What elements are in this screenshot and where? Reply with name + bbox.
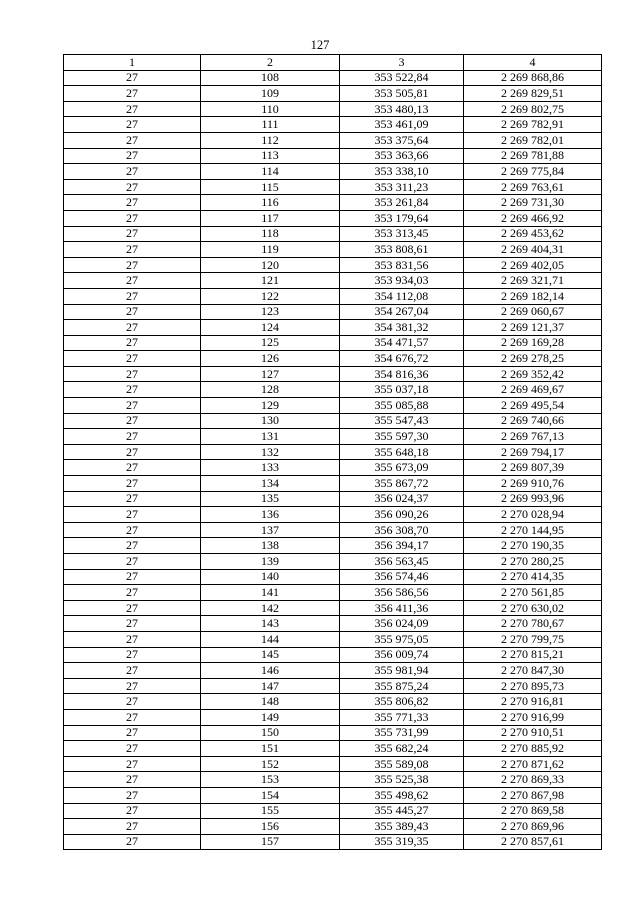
table-row [64, 756, 602, 772]
table-row [64, 725, 602, 741]
cell-point-number: 151 [201, 741, 340, 757]
cell-zone: 27 [64, 320, 201, 336]
cell-coordinate-y: 2 270 190,35 [464, 538, 602, 554]
table-row [64, 834, 602, 850]
cell-point-number: 145 [201, 647, 340, 663]
cell-zone: 27 [64, 398, 201, 414]
cell-zone: 27 [64, 522, 201, 538]
cell-coordinate-y: 2 269 278,25 [464, 351, 602, 367]
table-row [64, 803, 602, 819]
table-row [64, 554, 602, 570]
cell-coordinate-y: 2 269 868,86 [464, 70, 602, 86]
cell-coordinate-y: 2 269 910,76 [464, 476, 602, 492]
cell-zone: 27 [64, 382, 201, 398]
table-row [64, 257, 602, 273]
cell-coordinate-x: 356 090,26 [340, 507, 464, 523]
cell-coordinate-y: 2 269 829,51 [464, 86, 602, 102]
table-row [64, 70, 602, 86]
cell-point-number: 144 [201, 631, 340, 647]
cell-zone: 27 [64, 164, 201, 180]
cell-point-number: 138 [201, 538, 340, 554]
cell-coordinate-y: 2 269 466,92 [464, 210, 602, 226]
cell-coordinate-x: 356 024,37 [340, 491, 464, 507]
table-row [64, 351, 602, 367]
cell-coordinate-x: 353 808,61 [340, 242, 464, 258]
cell-coordinate-x: 356 024,09 [340, 616, 464, 632]
cell-coordinate-y: 2 270 910,51 [464, 725, 602, 741]
table-row [64, 538, 602, 554]
cell-zone: 27 [64, 242, 201, 258]
cell-coordinate-x: 356 308,70 [340, 522, 464, 538]
cell-zone: 27 [64, 101, 201, 117]
table-row [64, 444, 602, 460]
cell-point-number: 121 [201, 273, 340, 289]
cell-coordinate-y: 2 270 869,58 [464, 803, 602, 819]
cell-point-number: 129 [201, 398, 340, 414]
cell-zone: 27 [64, 569, 201, 585]
cell-point-number: 152 [201, 756, 340, 772]
cell-zone: 27 [64, 834, 201, 850]
cell-coordinate-x: 355 806,82 [340, 694, 464, 710]
cell-coordinate-x: 355 389,43 [340, 819, 464, 835]
table-row [64, 195, 602, 211]
cell-coordinate-y: 2 270 815,21 [464, 647, 602, 663]
table-row [64, 273, 602, 289]
cell-point-number: 153 [201, 772, 340, 788]
cell-coordinate-x: 353 313,45 [340, 226, 464, 242]
table-row [64, 787, 602, 803]
cell-zone: 27 [64, 148, 201, 164]
cell-coordinate-y: 2 269 731,30 [464, 195, 602, 211]
table-row [64, 210, 602, 226]
cell-coordinate-y: 2 270 867,98 [464, 787, 602, 803]
cell-coordinate-x: 355 673,09 [340, 460, 464, 476]
cell-point-number: 110 [201, 101, 340, 117]
cell-coordinate-y: 2 269 169,28 [464, 335, 602, 351]
cell-zone: 27 [64, 678, 201, 694]
table-row [64, 413, 602, 429]
cell-point-number: 157 [201, 834, 340, 850]
cell-coordinate-y: 2 270 916,99 [464, 709, 602, 725]
cell-zone: 27 [64, 210, 201, 226]
cell-coordinate-y: 2 270 847,30 [464, 663, 602, 679]
cell-point-number: 142 [201, 600, 340, 616]
table-row [64, 663, 602, 679]
cell-coordinate-x: 356 563,45 [340, 554, 464, 570]
cell-coordinate-y: 2 270 780,67 [464, 616, 602, 632]
cell-coordinate-y: 2 270 414,35 [464, 569, 602, 585]
cell-coordinate-y: 2 270 799,75 [464, 631, 602, 647]
cell-zone: 27 [64, 366, 201, 382]
table-row [64, 366, 602, 382]
cell-point-number: 136 [201, 507, 340, 523]
cell-coordinate-y: 2 270 144,95 [464, 522, 602, 538]
cell-coordinate-x: 355 525,38 [340, 772, 464, 788]
coordinates-table [63, 54, 602, 850]
cell-point-number: 146 [201, 663, 340, 679]
cell-coordinate-y: 2 270 895,73 [464, 678, 602, 694]
table-row [64, 616, 602, 632]
cell-coordinate-x: 353 375,64 [340, 132, 464, 148]
cell-point-number: 127 [201, 366, 340, 382]
cell-zone: 27 [64, 694, 201, 710]
cell-coordinate-x: 355 975,05 [340, 631, 464, 647]
cell-coordinate-x: 355 547,43 [340, 413, 464, 429]
cell-coordinate-x: 355 867,72 [340, 476, 464, 492]
cell-zone: 27 [64, 117, 201, 133]
cell-coordinate-x: 355 731,99 [340, 725, 464, 741]
cell-coordinate-y: 2 269 763,61 [464, 179, 602, 195]
cell-zone: 27 [64, 179, 201, 195]
table-row [64, 631, 602, 647]
cell-zone: 27 [64, 195, 201, 211]
cell-coordinate-x: 353 363,66 [340, 148, 464, 164]
table-row [64, 585, 602, 601]
table-row [64, 164, 602, 180]
cell-point-number: 123 [201, 304, 340, 320]
cell-zone: 27 [64, 554, 201, 570]
cell-coordinate-y: 2 269 794,17 [464, 444, 602, 460]
cell-zone: 27 [64, 631, 201, 647]
cell-coordinate-x: 355 648,18 [340, 444, 464, 460]
cell-zone: 27 [64, 616, 201, 632]
cell-coordinate-y: 2 270 916,81 [464, 694, 602, 710]
cell-point-number: 148 [201, 694, 340, 710]
table-row [64, 460, 602, 476]
cell-point-number: 124 [201, 320, 340, 336]
cell-coordinate-y: 2 269 993,96 [464, 491, 602, 507]
table-row [64, 179, 602, 195]
cell-coordinate-x: 355 875,24 [340, 678, 464, 694]
table-row [64, 507, 602, 523]
cell-coordinate-x: 353 522,84 [340, 70, 464, 86]
cell-coordinate-x: 353 480,13 [340, 101, 464, 117]
cell-coordinate-y: 2 270 857,61 [464, 834, 602, 850]
table-row [64, 288, 602, 304]
cell-point-number: 108 [201, 70, 340, 86]
cell-zone: 27 [64, 647, 201, 663]
cell-coordinate-x: 355 319,35 [340, 834, 464, 850]
cell-point-number: 149 [201, 709, 340, 725]
table-row [64, 242, 602, 258]
cell-coordinate-y: 2 269 402,05 [464, 257, 602, 273]
cell-coordinate-x: 354 816,36 [340, 366, 464, 382]
cell-point-number: 115 [201, 179, 340, 195]
cell-coordinate-y: 2 269 775,84 [464, 164, 602, 180]
page-number: 127 [310, 38, 330, 52]
cell-point-number: 134 [201, 476, 340, 492]
cell-point-number: 112 [201, 132, 340, 148]
table-row [64, 86, 602, 102]
cell-coordinate-x: 355 682,24 [340, 741, 464, 757]
cell-coordinate-y: 2 269 182,14 [464, 288, 602, 304]
cell-point-number: 113 [201, 148, 340, 164]
cell-coordinate-x: 356 574,46 [340, 569, 464, 585]
cell-zone: 27 [64, 725, 201, 741]
table-header-row [64, 55, 602, 71]
cell-point-number: 133 [201, 460, 340, 476]
cell-point-number: 137 [201, 522, 340, 538]
cell-coordinate-y: 2 270 280,25 [464, 554, 602, 570]
cell-coordinate-y: 2 270 028,94 [464, 507, 602, 523]
table-row [64, 647, 602, 663]
cell-point-number: 109 [201, 86, 340, 102]
cell-zone: 27 [64, 663, 201, 679]
cell-coordinate-x: 354 267,04 [340, 304, 464, 320]
cell-zone: 27 [64, 132, 201, 148]
cell-coordinate-x: 353 261,84 [340, 195, 464, 211]
cell-point-number: 132 [201, 444, 340, 460]
cell-point-number: 120 [201, 257, 340, 273]
cell-coordinate-y: 2 270 885,92 [464, 741, 602, 757]
table-row [64, 382, 602, 398]
table-row [64, 569, 602, 585]
cell-coordinate-x: 356 394,17 [340, 538, 464, 554]
cell-point-number: 128 [201, 382, 340, 398]
cell-zone: 27 [64, 288, 201, 304]
cell-coordinate-y: 2 269 781,88 [464, 148, 602, 164]
cell-point-number: 131 [201, 429, 340, 445]
cell-zone: 27 [64, 507, 201, 523]
cell-coordinate-x: 354 471,57 [340, 335, 464, 351]
table-row [64, 226, 602, 242]
cell-zone: 27 [64, 585, 201, 601]
cell-coordinate-y: 2 269 767,13 [464, 429, 602, 445]
cell-coordinate-x: 356 411,36 [340, 600, 464, 616]
table-row [64, 600, 602, 616]
cell-coordinate-y: 2 269 802,75 [464, 101, 602, 117]
cell-coordinate-x: 355 037,18 [340, 382, 464, 398]
cell-zone: 27 [64, 273, 201, 289]
cell-coordinate-y: 2 269 782,91 [464, 117, 602, 133]
cell-coordinate-x: 354 676,72 [340, 351, 464, 367]
cell-zone: 27 [64, 304, 201, 320]
column-header: 2 [201, 55, 340, 71]
cell-point-number: 139 [201, 554, 340, 570]
cell-zone: 27 [64, 70, 201, 86]
table-row [64, 694, 602, 710]
cell-coordinate-x: 353 179,64 [340, 210, 464, 226]
cell-coordinate-x: 353 831,56 [340, 257, 464, 273]
cell-coordinate-y: 2 269 469,67 [464, 382, 602, 398]
cell-coordinate-x: 355 597,30 [340, 429, 464, 445]
table-row [64, 304, 602, 320]
cell-zone: 27 [64, 819, 201, 835]
cell-point-number: 141 [201, 585, 340, 601]
cell-zone: 27 [64, 429, 201, 445]
cell-coordinate-x: 356 586,56 [340, 585, 464, 601]
cell-point-number: 156 [201, 819, 340, 835]
cell-coordinate-x: 355 771,33 [340, 709, 464, 725]
cell-coordinate-y: 2 269 782,01 [464, 132, 602, 148]
column-header: 3 [340, 55, 464, 71]
cell-point-number: 147 [201, 678, 340, 694]
cell-zone: 27 [64, 257, 201, 273]
cell-coordinate-x: 355 085,88 [340, 398, 464, 414]
cell-coordinate-x: 353 505,81 [340, 86, 464, 102]
table-row [64, 491, 602, 507]
cell-zone: 27 [64, 803, 201, 819]
cell-coordinate-x: 354 381,32 [340, 320, 464, 336]
table-row [64, 320, 602, 336]
cell-point-number: 126 [201, 351, 340, 367]
cell-zone: 27 [64, 787, 201, 803]
cell-coordinate-y: 2 269 321,71 [464, 273, 602, 289]
cell-point-number: 114 [201, 164, 340, 180]
cell-point-number: 117 [201, 210, 340, 226]
cell-coordinate-y: 2 269 121,37 [464, 320, 602, 336]
table-row [64, 678, 602, 694]
cell-zone: 27 [64, 460, 201, 476]
table-row [64, 476, 602, 492]
cell-coordinate-x: 354 112,08 [340, 288, 464, 304]
cell-point-number: 130 [201, 413, 340, 429]
cell-zone: 27 [64, 335, 201, 351]
cell-point-number: 119 [201, 242, 340, 258]
table-row [64, 132, 602, 148]
cell-coordinate-y: 2 269 740,66 [464, 413, 602, 429]
cell-point-number: 143 [201, 616, 340, 632]
cell-point-number: 155 [201, 803, 340, 819]
cell-point-number: 135 [201, 491, 340, 507]
cell-zone: 27 [64, 226, 201, 242]
cell-coordinate-x: 353 934,03 [340, 273, 464, 289]
cell-coordinate-y: 2 269 495,54 [464, 398, 602, 414]
cell-coordinate-y: 2 269 807,39 [464, 460, 602, 476]
table-row [64, 148, 602, 164]
cell-coordinate-y: 2 270 869,96 [464, 819, 602, 835]
cell-coordinate-x: 355 445,27 [340, 803, 464, 819]
column-header: 1 [64, 55, 201, 71]
cell-coordinate-x: 355 498,62 [340, 787, 464, 803]
cell-zone: 27 [64, 709, 201, 725]
table-row [64, 772, 602, 788]
cell-zone: 27 [64, 444, 201, 460]
cell-point-number: 116 [201, 195, 340, 211]
cell-zone: 27 [64, 741, 201, 757]
cell-point-number: 140 [201, 569, 340, 585]
table-row [64, 398, 602, 414]
cell-zone: 27 [64, 351, 201, 367]
table-row [64, 101, 602, 117]
cell-coordinate-x: 353 311,23 [340, 179, 464, 195]
cell-zone: 27 [64, 756, 201, 772]
cell-coordinate-x: 353 338,10 [340, 164, 464, 180]
cell-coordinate-y: 2 269 404,31 [464, 242, 602, 258]
table-row [64, 429, 602, 445]
cell-coordinate-y: 2 270 871,62 [464, 756, 602, 772]
cell-coordinate-y: 2 269 453,62 [464, 226, 602, 242]
cell-zone: 27 [64, 476, 201, 492]
cell-point-number: 111 [201, 117, 340, 133]
table-row [64, 709, 602, 725]
cell-coordinate-y: 2 270 561,85 [464, 585, 602, 601]
table-row [64, 335, 602, 351]
cell-zone: 27 [64, 86, 201, 102]
cell-zone: 27 [64, 413, 201, 429]
cell-point-number: 150 [201, 725, 340, 741]
cell-zone: 27 [64, 772, 201, 788]
cell-zone: 27 [64, 600, 201, 616]
cell-coordinate-y: 2 270 630,02 [464, 600, 602, 616]
cell-zone: 27 [64, 538, 201, 554]
table-row [64, 522, 602, 538]
table-row [64, 741, 602, 757]
table-body [64, 70, 602, 850]
table-row [64, 819, 602, 835]
cell-point-number: 125 [201, 335, 340, 351]
cell-point-number: 118 [201, 226, 340, 242]
cell-coordinate-y: 2 269 060,67 [464, 304, 602, 320]
cell-point-number: 154 [201, 787, 340, 803]
cell-coordinate-x: 353 461,09 [340, 117, 464, 133]
cell-coordinate-x: 356 009,74 [340, 647, 464, 663]
column-header: 4 [464, 55, 602, 71]
cell-coordinate-x: 355 981,94 [340, 663, 464, 679]
cell-coordinate-y: 2 269 352,42 [464, 366, 602, 382]
cell-zone: 27 [64, 491, 201, 507]
cell-coordinate-y: 2 270 869,33 [464, 772, 602, 788]
cell-point-number: 122 [201, 288, 340, 304]
table-row [64, 117, 602, 133]
cell-coordinate-x: 355 589,08 [340, 756, 464, 772]
